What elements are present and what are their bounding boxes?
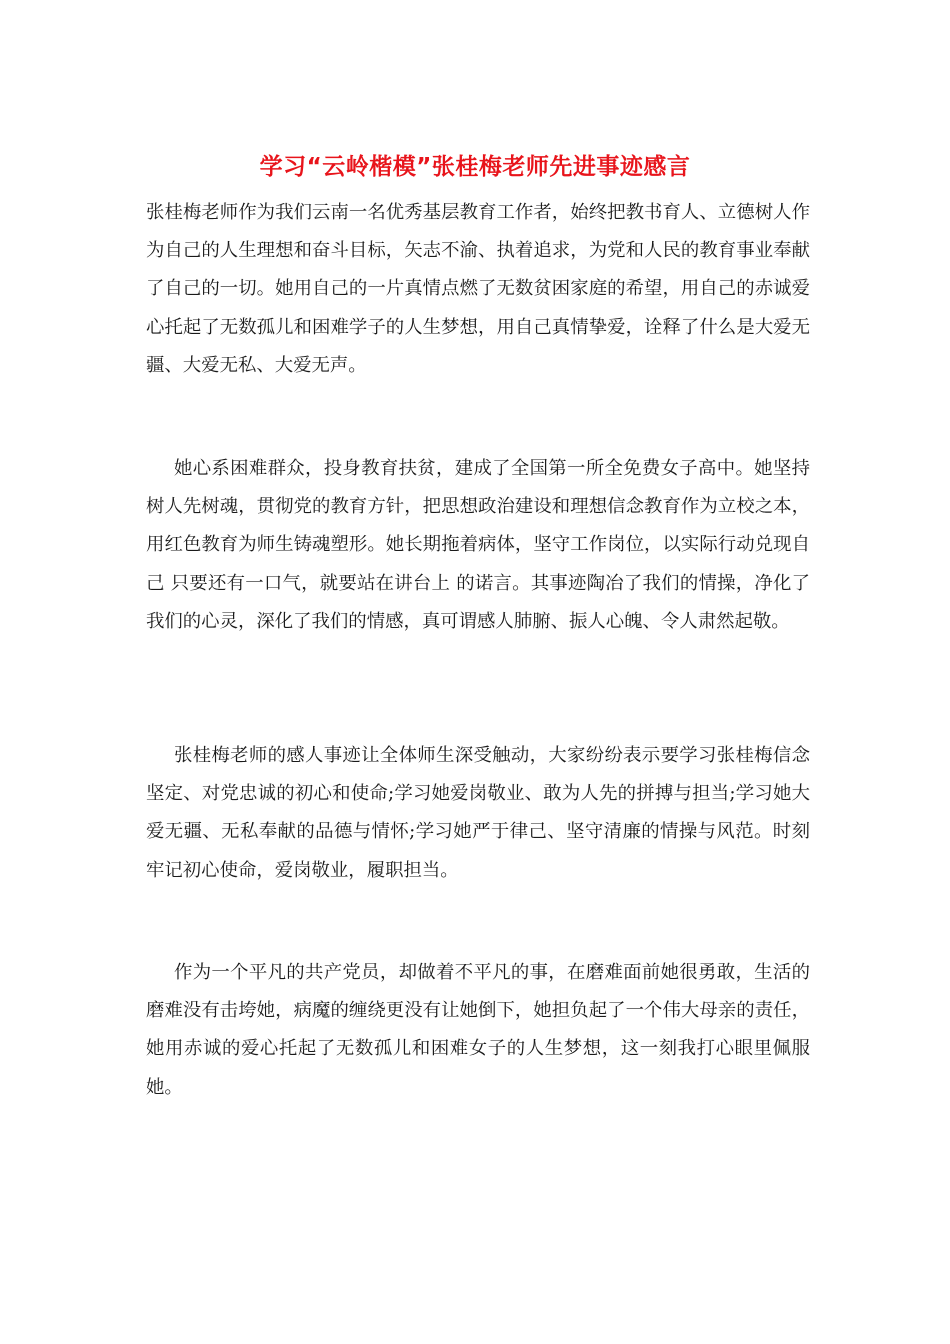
document-title: 学习“云岭楷模”张桂梅老师先进事迹感言	[259, 154, 691, 180]
paragraph-4: 作为一个平凡的共产党员，却做着不平凡的事，在磨难面前她很勇敢，生活的磨难没有击垮她，病魔的缠绕更没有让她倒下，她担负起了一个伟大母亲的责任，她用赤诚的爱心托起了无数孤儿和困难女子的人生梦想，这一刻我打心眼里佩服她。	[146, 962, 810, 1098]
paragraph-2: 她心系困难群众，投身教育扶贫，建成了全国第一所全免费女子高中。她坚持树人先树魂，贯彻党的教育方针，把思想政治建设和理想信念教育作为立校之本，用红色教育为师生铸魂塑形。她长期拖着病体，坚守工作岗位，以实际行动兑现自己 只要还有一口气，就要站在讲台上 的诺言。其事迹陶冶了我们的情操，净化了我们的心灵，深化了我们的情感，真可谓感人肺腑、振人心魄、令人肃然起敬。	[146, 458, 810, 632]
paragraph-3: 张桂梅老师的感人事迹让全体师生深受触动，大家纷纷表示要学习张桂梅信念坚定、对党忠诚的初心和使命;学习她爱岗敬业、敢为人先的拼搏与担当;学习她大爱无疆、无私奉献的品德与情怀;学习她严于律己、坚守清廉的情操与风范。时刻牢记初心使命，爱岗敬业，履职担当。	[146, 745, 810, 881]
paragraph-1: 张桂梅老师作为我们云南一名优秀基层教育工作者，始终把教书育人、立德树人作为自己的人生理想和奋斗目标，矢志不渝、执着追求，为党和人民的教育事业奉献了自己的一切。她用自己的一片真情点燃了无数贫困家庭的希望，用自己的赤诚爱心托起了无数孤儿和困难学子的人生梦想，用自己真情挚爱，诠释了什么是大爱无疆、大爱无私、大爱无声。	[146, 202, 810, 376]
